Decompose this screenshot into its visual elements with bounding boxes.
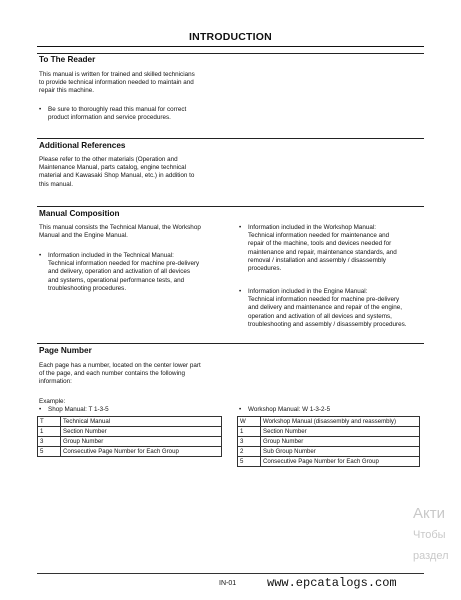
site-url: www.epcatalogs.com bbox=[267, 576, 397, 590]
shop-manual-table bbox=[37, 416, 222, 457]
technical-manual-bullet: • Information included in the Technical Manual: Technical information needed for machine pre-delivery and delivery, operation and activation of all devices and systems, operational performance tests, and troubleshooting procedures. bbox=[39, 252, 199, 293]
activation-watermark-line: Чтобы bbox=[413, 529, 446, 541]
table-row: 1 Section Number bbox=[238, 427, 420, 437]
title-rule bbox=[37, 46, 424, 47]
footer-rule bbox=[37, 573, 424, 574]
to-reader-text: This manual is written for trained and skilled technicians to provide technical information needed to maintain and repair this machine. bbox=[39, 71, 195, 95]
table-row: 1 Section Number bbox=[38, 427, 222, 437]
workshop-manual-bullet: • Information included in the Workshop Manual: Technical information needed for maintenance and repair of the machine, tools and devices needed for maintenance and repair, maintenance standards, and removal / installation and assembly / disassembly procedures. bbox=[239, 224, 397, 273]
table-row: W Workshop Manual (disassembly and reassembly) bbox=[238, 417, 420, 427]
page-number-label: IN-01 bbox=[219, 580, 237, 587]
table-row: 5 Consecutive Page Number for Each Group bbox=[238, 457, 420, 467]
workshop-manual-table bbox=[237, 416, 420, 467]
example-label: Example: bbox=[39, 398, 66, 405]
page-number-text: Each page has a number, located on the center lower part of the page, and each number contains the following information: bbox=[39, 362, 201, 386]
table-row: T Technical Manual bbox=[38, 417, 222, 427]
engine-manual-bullet: • Information included in the Engine Manual: Technical information needed for machine pre-delivery and delivery and maintenance and repair of the engine, operation and activation of all devices and systems, troubleshooting and assembly / disassembly procedures. bbox=[239, 288, 407, 329]
table-row: 5 Consecutive Page Number for Each Group bbox=[38, 447, 222, 457]
table-row: 3 Group Number bbox=[238, 437, 420, 447]
page-title: INTRODUCTION bbox=[189, 31, 272, 43]
table-row: 3 Group Number bbox=[38, 437, 222, 447]
section-rule bbox=[37, 206, 424, 207]
manual-composition-intro: This manual consists the Technical Manual, the Workshop Manual and the Engine Manual. bbox=[39, 224, 201, 240]
to-reader-bullet: • Be sure to thoroughly read this manual for correct product information and service procedures. bbox=[39, 106, 186, 122]
section-rule bbox=[37, 53, 424, 54]
activation-watermark-line: раздел bbox=[413, 550, 449, 562]
table-row: 2 Sub Group Number bbox=[238, 447, 420, 457]
section-heading-page-number: Page Number bbox=[39, 346, 92, 355]
section-rule bbox=[37, 343, 424, 344]
activation-watermark-line: Акти bbox=[413, 505, 445, 522]
section-heading-manual-composition: Manual Composition bbox=[39, 209, 120, 218]
section-heading-additional-references: Additional References bbox=[39, 141, 126, 150]
workshop-manual-caption: • Workshop Manual: W 1-3-2-5 bbox=[239, 406, 330, 414]
section-rule bbox=[37, 138, 424, 139]
additional-references-text: Please refer to the other materials (Operation and Maintenance Manual, parts catalog, engine technical material and Kawasaki Shop Manual, etc.) in addition to this manual. bbox=[39, 156, 195, 188]
section-heading-to-reader: To The Reader bbox=[39, 55, 96, 64]
shop-manual-caption: • Shop Manual: T 1-3-5 bbox=[39, 406, 109, 414]
